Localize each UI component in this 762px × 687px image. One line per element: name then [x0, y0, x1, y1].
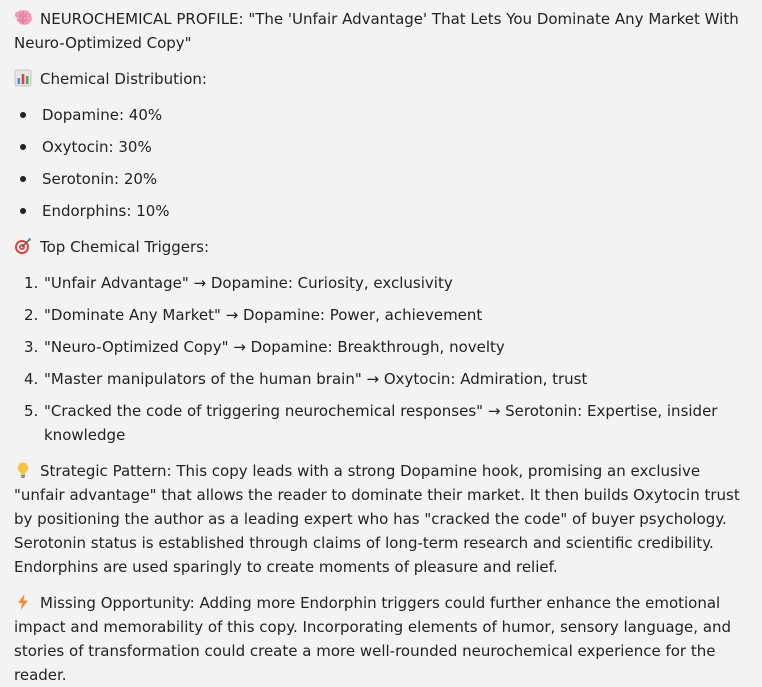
missing-opportunity-paragraph — [14, 591, 754, 687]
message-content — [14, 7, 754, 687]
missing-opportunity-text: Missing Opportunity: Adding more Endorphin triggers could further enhance the emotional impact and memorability of this copy. Incorporating elements of humor, sensory language, and stories of transformation could create a more well-rounded neurochemical experience for the reader. — [14, 594, 732, 684]
list-item: 3. "Neuro-Optimized Copy" → Dopamine: Breakthrough, novelty — [14, 335, 754, 359]
profile-title-text: NEUROCHEMICAL PROFILE: "The 'Unfair Advantage' That Lets You Dominate Any Market With Neuro-Optimized Copy" — [14, 10, 739, 52]
list-item: Oxytocin: 30% — [14, 135, 754, 159]
list-item: 1. "Unfair Advantage" → Dopamine: Curiosity, exclusivity — [14, 271, 754, 295]
list-number: 5. — [24, 402, 39, 420]
top-triggers-heading — [14, 235, 754, 259]
strategic-pattern-text: Strategic Pattern: This copy leads with a strong Dopamine hook, promising an exclusive "unfair advantage" that allows the reader to dominate their market. It then builds Oxytocin trust by positioning the author as a leading expert who has "cracked the code" of buyer psychology. Serotonin status is established through claims of long-term research and scientific credibility. Endorphins are used sparingly to create moments of pleasure and relief. — [14, 462, 740, 576]
bullet-dot — [20, 176, 26, 182]
lightbulb-icon — [14, 461, 32, 479]
strategic-pattern-paragraph — [14, 459, 754, 579]
triggers-list — [14, 271, 754, 447]
distribution-list — [14, 103, 754, 223]
chemical-distribution-section — [14, 67, 754, 223]
list-item: 2. "Dominate Any Market" → Dopamine: Power, achievement — [14, 303, 754, 327]
top-triggers-label: Top Chemical Triggers: — [40, 238, 210, 256]
list-number: 3. — [24, 338, 39, 356]
list-item: Endorphins: 10% — [14, 199, 754, 223]
lightning-icon — [14, 593, 32, 611]
bar-chart-icon — [14, 69, 32, 87]
list-item: 5. "Cracked the code of triggering neurochemical responses" → Serotonin: Expertise, insider knowledge — [14, 399, 754, 447]
bullet-dot — [20, 208, 26, 214]
chemical-distribution-label: Chemical Distribution: — [40, 70, 207, 88]
top-triggers-section — [14, 235, 754, 447]
list-item: Dopamine: 40% — [14, 103, 754, 127]
bullet-dot — [20, 144, 26, 150]
list-number: 4. — [24, 370, 39, 388]
target-icon — [14, 237, 32, 255]
list-item: 4. "Master manipulators of the human brain" → Oxytocin: Admiration, trust — [14, 367, 754, 391]
brain-icon — [14, 9, 32, 27]
chemical-distribution-heading — [14, 67, 754, 91]
list-number: 2. — [24, 306, 39, 324]
bullet-dot — [20, 112, 26, 118]
list-number: 1. — [24, 274, 39, 292]
profile-title — [14, 7, 754, 55]
list-item: Serotonin: 20% — [14, 167, 754, 191]
